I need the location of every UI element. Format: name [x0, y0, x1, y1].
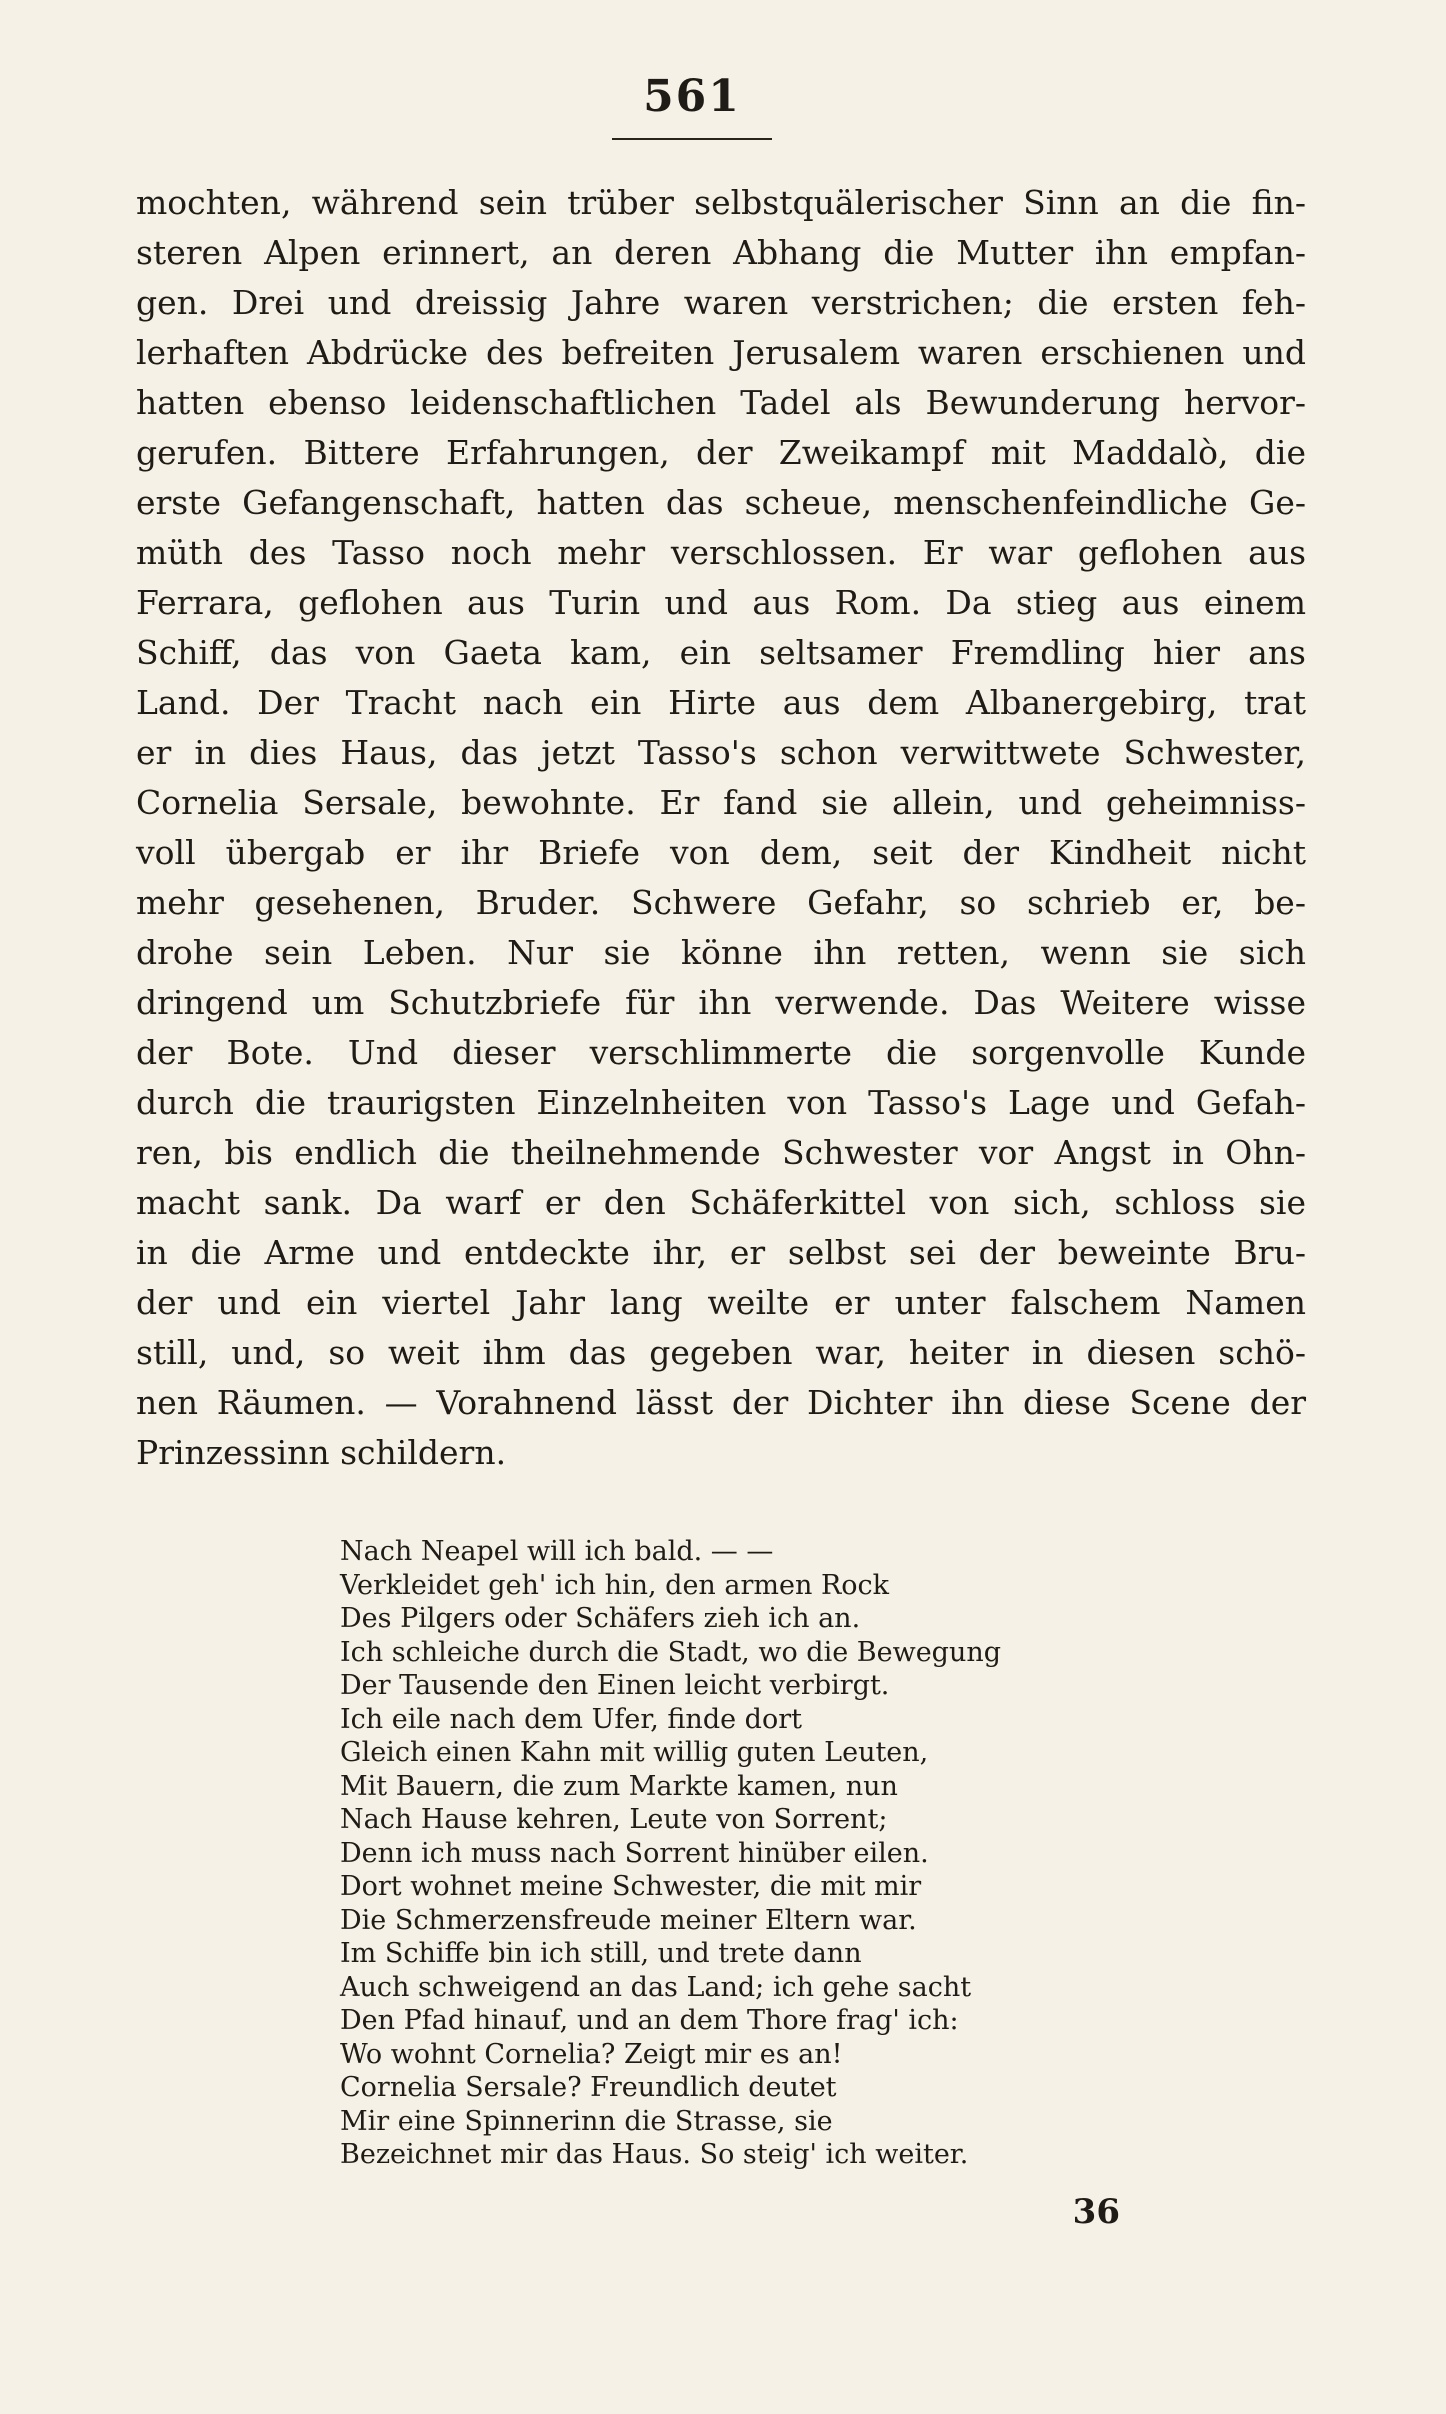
verse-line: Nach Hause kehren, Leute von Sorrent;	[340, 1804, 888, 1835]
prose-line: voll übergab er ihr Briefe von dem, seit der Kindheit nicht	[136, 833, 1306, 872]
verse-line: Des Pilgers oder Schäfers zieh ich an.	[340, 1603, 861, 1634]
prose-line: müth des Tasso noch mehr verschlossen. Er war geflohen aus	[136, 533, 1306, 572]
signature-mark: 36	[1072, 2192, 1120, 2232]
verse-line: Den Pfad hinauf, und an dem Thore frag' ich:	[340, 2005, 959, 2036]
verse-line: Dort wohnet meine Schwester, die mit mir	[340, 1871, 922, 1902]
verse-line: Der Tausende den Einen leicht verbirgt.	[340, 1670, 890, 1701]
verse-line: Im Schiffe bin ich still, und trete dann	[340, 1938, 862, 1969]
prose-line: mochten, während sein trüber selbstquälerischer Sinn an die fin-	[136, 183, 1306, 222]
verse-line: Die Schmerzensfreude meiner Eltern war.	[340, 1904, 917, 1936]
prose-line: mehr gesehenen, Bruder. Schwere Gefahr, so schrieb er, be-	[136, 883, 1306, 922]
prose-line: Schiff, das von Gaeta kam, ein seltsamer Fremdling hier ans	[136, 633, 1306, 672]
prose-line: hatten ebenso leidenschaftlichen Tadel als Bewunderung hervor-	[136, 383, 1306, 422]
prose-paragraph	[136, 178, 1306, 1478]
page-number: 561	[643, 71, 741, 122]
prose-line: der Bote. Und dieser verschlimmerte die sorgenvolle Kunde	[136, 1033, 1306, 1072]
prose-line: der und ein viertel Jahr lang weilte er unter falschem Namen	[136, 1283, 1306, 1322]
verse-line: Ich eile nach dem Ufer, finde dort	[340, 1703, 802, 1735]
prose-line: Land. Der Tracht nach ein Hirte aus dem Albanergebirg, trat	[136, 683, 1306, 722]
verse-line: Mir eine Spinnerinn die Strasse, sie	[340, 2105, 833, 2137]
verse-line: Denn ich muss nach Sorrent hinüber eilen.	[340, 1837, 929, 1869]
prose-line: gerufen. Bittere Erfahrungen, der Zweikampf mit Maddalò, die	[136, 433, 1306, 472]
verse-line: Gleich einen Kahn mit willig guten Leuten,	[340, 1737, 929, 1768]
prose-line: durch die traurigsten Einzelnheiten von Tasso's Lage und Gefah-	[136, 1083, 1306, 1122]
verse-line: Nach Neapel will ich bald. — —	[340, 1536, 774, 1567]
prose-line: Ferrara, geflohen aus Turin und aus Rom. Da stieg aus einem	[136, 583, 1306, 622]
prose-line: Prinzessinn schildern.	[136, 1433, 507, 1472]
verse-line: Mit Bauern, die zum Markte kamen, nun	[340, 1770, 898, 1802]
prose-line: dringend um Schutzbriefe für ihn verwende. Das Weitere wisse	[136, 983, 1306, 1022]
verse-line: Ich schleiche durch die Stadt, wo die Bewegung	[340, 1636, 1002, 1668]
prose-line: in die Arme und entdeckte ihr, er selbst sei der beweinte Bru-	[136, 1233, 1306, 1272]
prose-line: nen Räumen. — Vorahnend lässt der Dichter ihn diese Scene der	[136, 1383, 1306, 1422]
prose-line: gen. Drei und dreissig Jahre waren verstrichen; die ersten feh-	[136, 283, 1306, 322]
prose-line: lerhaften Abdrücke des befreiten Jerusalem waren erschienen und	[136, 333, 1306, 372]
verse-line: Cornelia Sersale? Freundlich deutet	[340, 2072, 837, 2103]
prose-line: erste Gefangenschaft, hatten das scheue, menschenfeindliche Ge-	[136, 483, 1306, 522]
verse-line: Bezeichnet mir das Haus. So steig' ich weiter.	[340, 2139, 969, 2170]
header-rule	[612, 138, 772, 140]
prose-line: ren, bis endlich die theilnehmende Schwester vor Angst in Ohn-	[136, 1133, 1306, 1172]
prose-line: Cornelia Sersale, bewohnte. Er fand sie allein, und geheimniss-	[136, 783, 1306, 822]
prose-line: drohe sein Leben. Nur sie könne ihn retten, wenn sie sich	[136, 933, 1306, 972]
verse-line: Auch schweigend an das Land; ich gehe sacht	[340, 1971, 972, 2003]
verse-line: Wo wohnt Cornelia? Zeigt mir es an!	[340, 2038, 843, 2070]
verse-line: Verkleidet geh' ich hin, den armen Rock	[340, 1569, 890, 1601]
verse-quotation	[340, 1535, 1120, 2172]
prose-line: steren Alpen erinnert, an deren Abhang die Mutter ihn empfan-	[136, 233, 1306, 272]
prose-line: macht sank. Da warf er den Schäferkittel von sich, schloss sie	[136, 1183, 1306, 1222]
prose-line: still, und, so weit ihm das gegeben war, heiter in diesen schö-	[136, 1333, 1306, 1372]
prose-line: er in dies Haus, das jetzt Tasso's schon verwittwete Schwester,	[136, 733, 1306, 772]
